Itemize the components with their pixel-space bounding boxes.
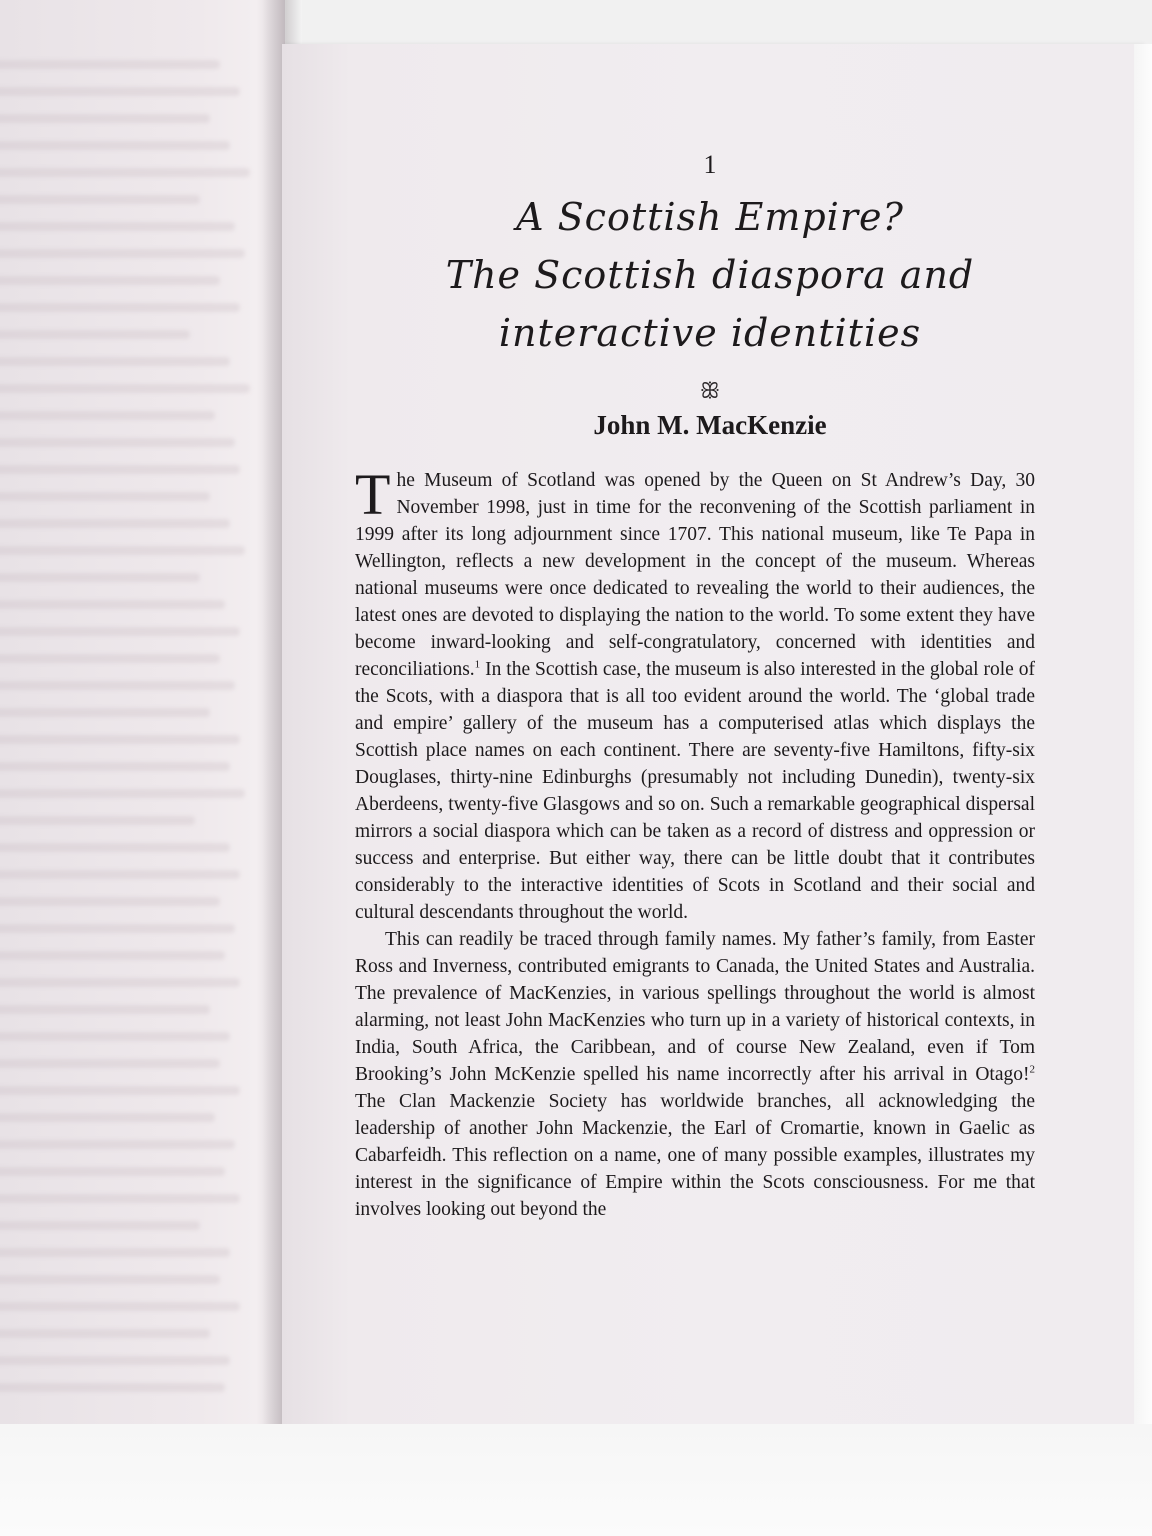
ornament-icon: ꕥ [699, 378, 721, 403]
blurred-left-page-text [0, 60, 280, 1410]
paragraph-1 [355, 462, 1035, 926]
paragraph-2-text-b: The Clan Mackenzie Society has worldwide branches, all acknowledging the leadership of another John Mackenzie, the Earl of Cromartie, known in Gaelic as Cabarfeidh. This reflection on a name, one of many possible examples, illustrates my interest in the significance of Empire within the Scots consciousness. For me that involves looking out beyond the [355, 1091, 1035, 1220]
chapter-title-line-1: A Scottish Empire? [516, 195, 904, 239]
page-edge [1134, 44, 1152, 1424]
paragraph-1-text-a: The Museum of Scotland was opened by the Queen on St Andrew’s Day, 30 November 1998, just in time for the reconvening of the Scottish parliament in 1999 after its long adjournment since 1707. This national museum, like Te Papa in Wellington, reflects a new development in the concept of the museum. Whereas national museums were once dedicated to revealing the world to their audiences, the latest ones are devoted to displaying the nation to the world. To some extent they have become inward-looking and self-congratulatory, concerned with identities and reconciliations. [355, 462, 1035, 680]
paragraph-2-text-a: This can readily be traced through family names. My father’s family, from Easter Ross and Inverness, contributed emigrants to Canada, the United States and Australia. The prevalence of MacKenzies, in various spellings throughout the world is almost alarming, not least John MacKenzies who turn up in a variety of historical contexts, in India, South Africa, the Caribbean, and of course New Zealand, even if Tom Brooking’s John McKenzie spelled his name incorrectly after his arrival in Otago! [355, 929, 1035, 1085]
chapter-title [355, 188, 1035, 362]
footnote-ref-1: 1 [474, 658, 481, 671]
blurred-running-head [640, 96, 1060, 112]
chapter-title-line-3: interactive identities [498, 311, 922, 355]
chapter-title-line-2: The Scottish diaspora and [445, 253, 975, 297]
table-surface [0, 1424, 1152, 1536]
paragraph-2 [355, 926, 1035, 1223]
chapter-number: 1 [703, 150, 717, 179]
paragraph-1-text-b: In the Scottish case, the museum is also interested in the global role of the Scots, with a diaspora that is all too evident around the world. The ‘global trade and empire’ gallery of the museum has a computerised atlas which displays the Scottish place names on each continent. There are seventy-five Hamiltons, fifty-six Douglases, thirty-nine Edinburghs (presumably not including Dunedin), twenty-six Aberdeens, twenty-five Glasgows and so on. Such a remarkable geographical dispersal mirrors a social diaspora which can be taken as a record of distress and oppression or success and enterprise. But either way, there can be little doubt that it contributes considerably to the interactive identities of Scots in Scotland and their social and cultural descendants throughout the world. [355, 659, 1035, 923]
chapter-opening [355, 150, 1035, 1223]
chapter-author: John M. MacKenzie [593, 410, 827, 440]
footnote-ref-2: 2 [1029, 1063, 1035, 1076]
left-facing-page [0, 0, 285, 1480]
